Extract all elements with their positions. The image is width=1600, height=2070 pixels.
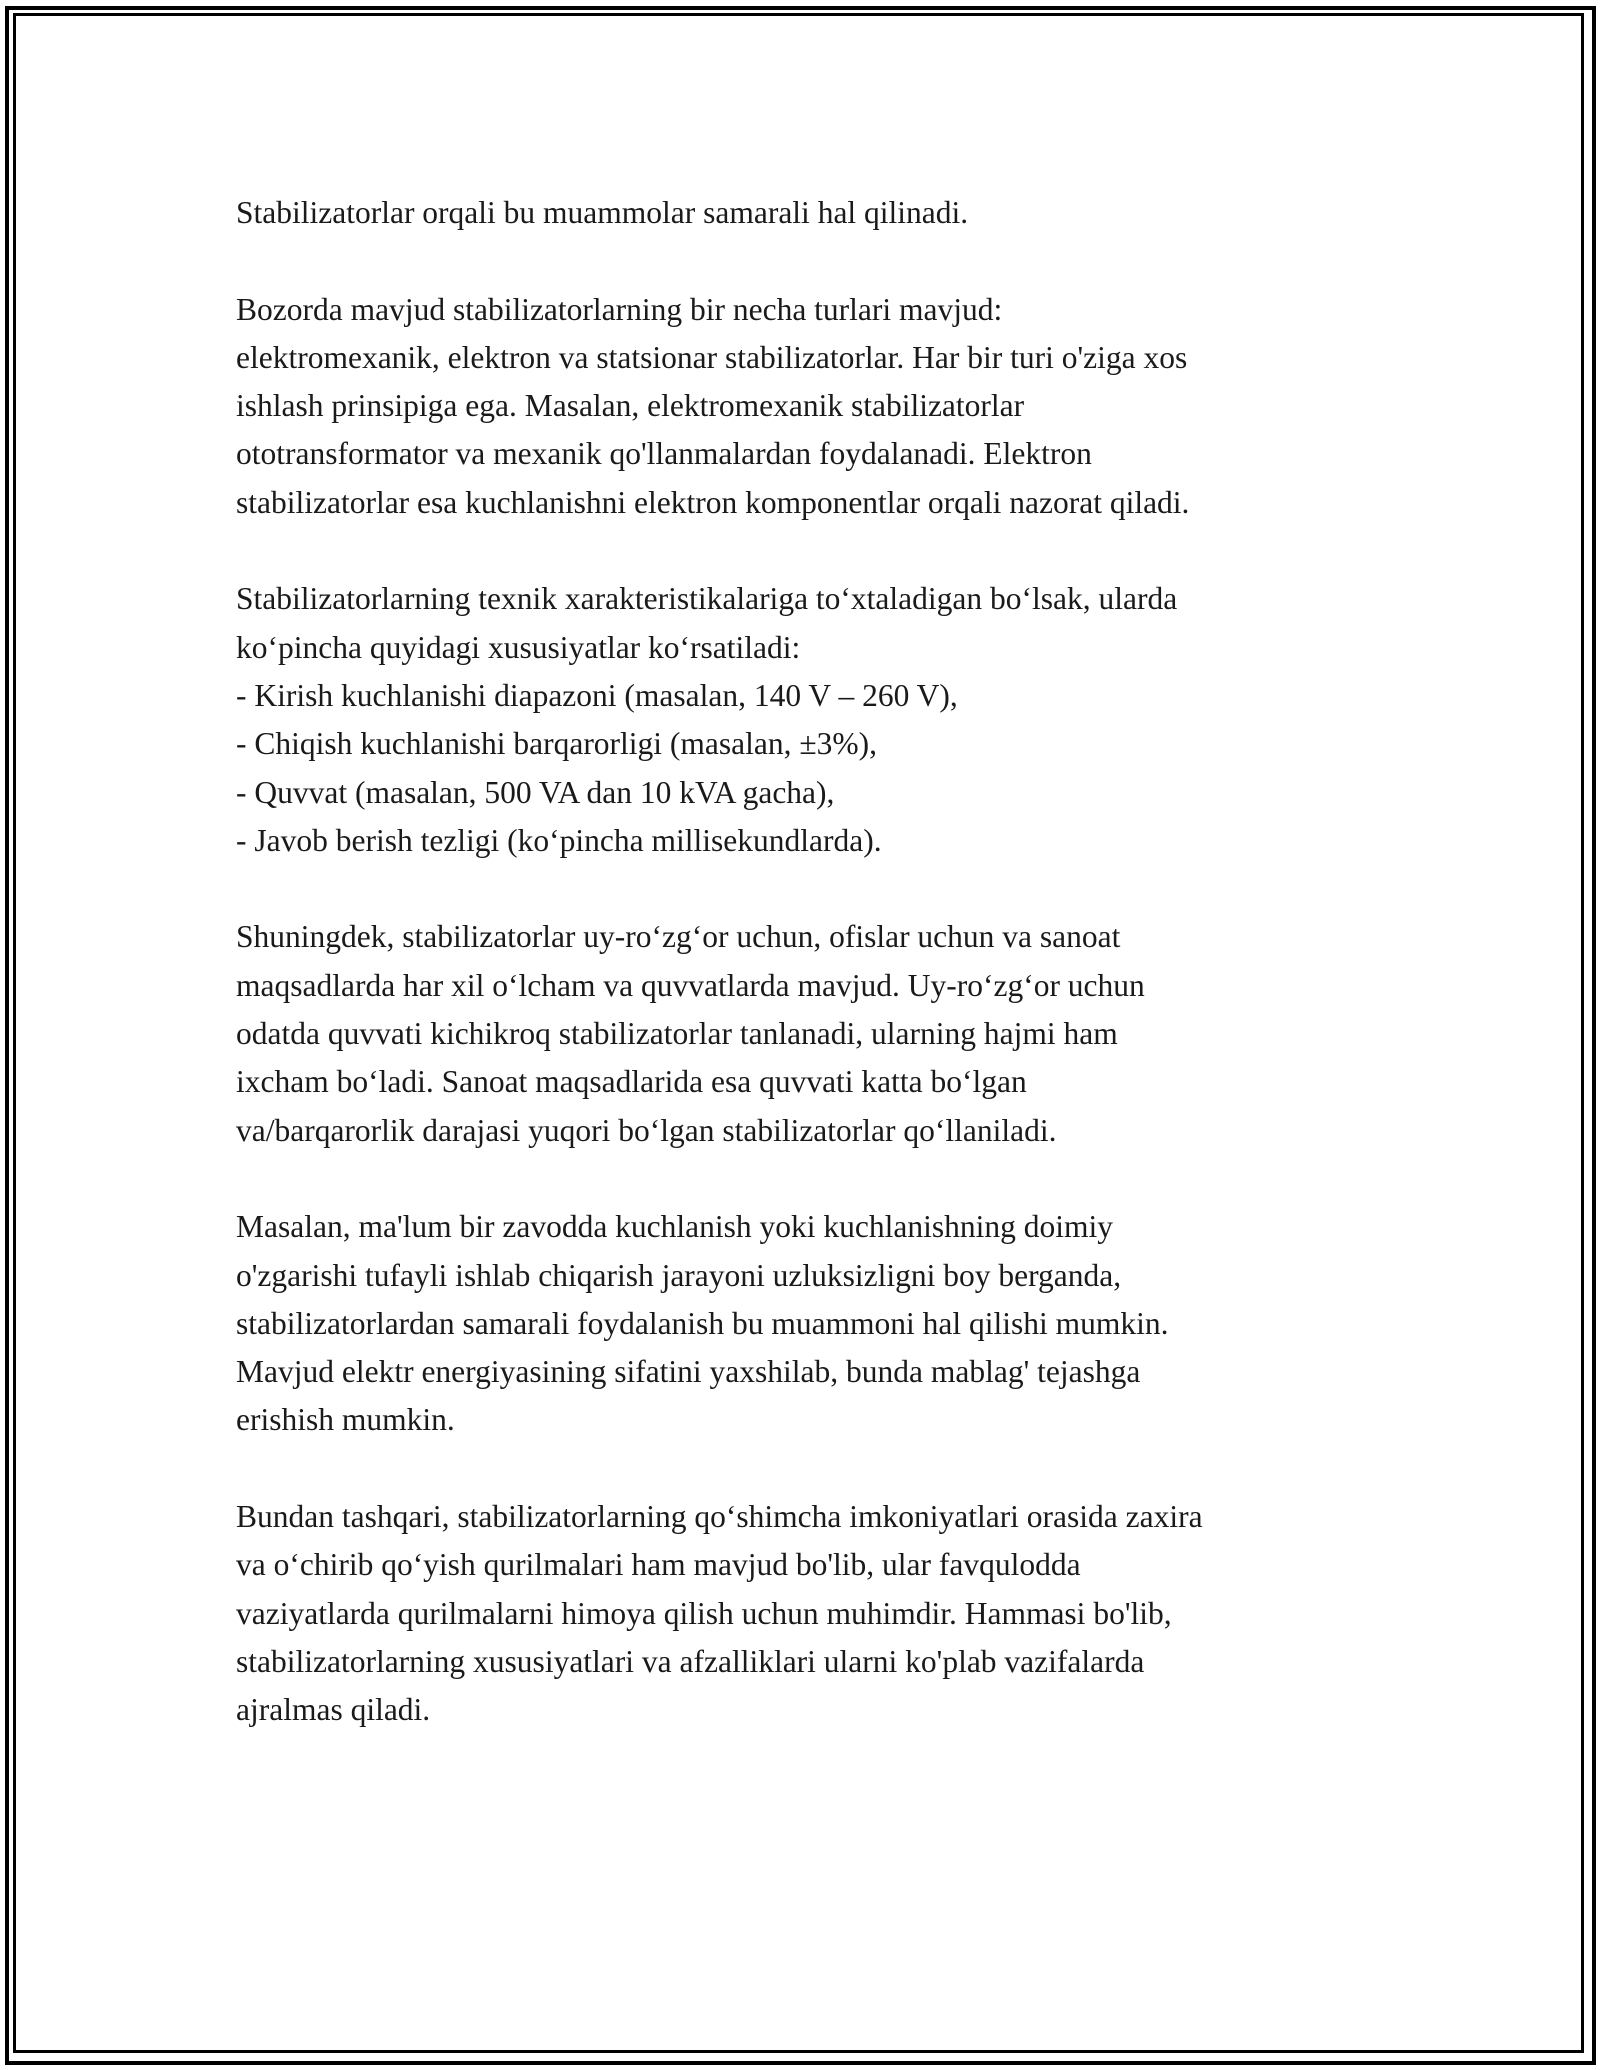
list-item: - Chiqish kuchlanishi barqarorligi (masalan, ±3%),	[236, 726, 878, 762]
text-line: Stabilizatorlar orqali bu muammolar samarali hal qilinadi.	[236, 195, 969, 230]
text-line: erishish mumkin.	[236, 1402, 455, 1438]
list-item: - Kirish kuchlanishi diapazoni (masalan, 140 V – 260 V),	[236, 677, 958, 713]
text-line: Masalan, ma'lum bir zavodda kuchlanish yoki kuchlanishning doimiy	[236, 1209, 1114, 1245]
paragraph-conclusion	[236, 1493, 1386, 1734]
paragraph-usage	[236, 913, 1386, 1154]
text-line: va o‘chirib qo‘yish qurilmalari ham mavjud bo'lib, ular favqulodda	[236, 1547, 1081, 1583]
paragraph-types	[236, 286, 1386, 527]
paragraph-intro	[236, 189, 1386, 237]
paragraph-example	[236, 1203, 1386, 1444]
text-line: stabilizatorlardan samarali foydalanish bu muammoni hal qilishi mumkin.	[236, 1305, 1169, 1341]
text-line: ishlash prinsipiga ega. Masalan, elektromexanik stabilizatorlar	[236, 388, 1025, 424]
text-line: stabilizatorlar esa kuchlanishni elektron komponentlar orqali nazorat qiladi.	[236, 484, 1190, 520]
text-line: ajralmas qiladi.	[236, 1692, 431, 1728]
text-line: va/barqarorlik darajasi yuqori bo‘lgan stabilizatorlar qo‘llaniladi.	[236, 1112, 1057, 1148]
text-line: Bozorda mavjud stabilizatorlarning bir necha turlari mavjud:	[236, 291, 1003, 327]
text-line: stabilizatorlarning xususiyatlari va afzalliklari ularni ko'plab vazifalarda	[236, 1643, 1145, 1679]
text-line: elektromexanik, elektron va statsionar stabilizatorlar. Har bir turi o'ziga xos	[236, 339, 1188, 375]
paragraph-characteristics	[236, 575, 1386, 865]
text-line: Mavjud elektr energiyasining sifatini yaxshilab, bunda mablag' tejashga	[236, 1354, 1141, 1390]
list-item: - Javob berish tezligi (ko‘pincha millisekundlarda).	[236, 822, 882, 858]
text-line: ototransformator va mexanik qo'llanmalardan foydalanadi. Elektron	[236, 436, 1092, 472]
list-item: - Quvvat (masalan, 500 VA dan 10 kVA gacha),	[236, 774, 835, 810]
text-line: ko‘pincha quyidagi xususiyatlar ko‘rsatiladi:	[236, 629, 801, 665]
text-line: odatda quvvati kichikroq stabilizatorlar tanlanadi, ularning hajmi ham	[236, 1016, 1118, 1052]
text-line: Bundan tashqari, stabilizatorlarning qo‘shimcha imkoniyatlari orasida zaxira	[236, 1499, 1203, 1535]
text-line: Shuningdek, stabilizatorlar uy-ro‘zg‘or uchun, ofislar uchun va sanoat	[236, 919, 1121, 955]
document-body	[236, 189, 1386, 1783]
text-line: maqsadlarda har xil o‘lcham va quvvatlarda mavjud. Uy-ro‘zg‘or uchun	[236, 967, 1145, 1003]
text-line: ixcham bo‘ladi. Sanoat maqsadlarida esa quvvati katta bo‘lgan	[236, 1064, 1027, 1100]
text-line: Stabilizatorlarning texnik xarakteristikalariga to‘xtaladigan bo‘lsak, ularda	[236, 581, 1178, 617]
text-line: vaziyatlarda qurilmalarni himoya qilish uchun muhimdir. Hammasi bo'lib,	[236, 1595, 1172, 1631]
text-line: o'zgarishi tufayli ishlab chiqarish jarayoni uzluksizligni boy berganda,	[236, 1257, 1122, 1293]
